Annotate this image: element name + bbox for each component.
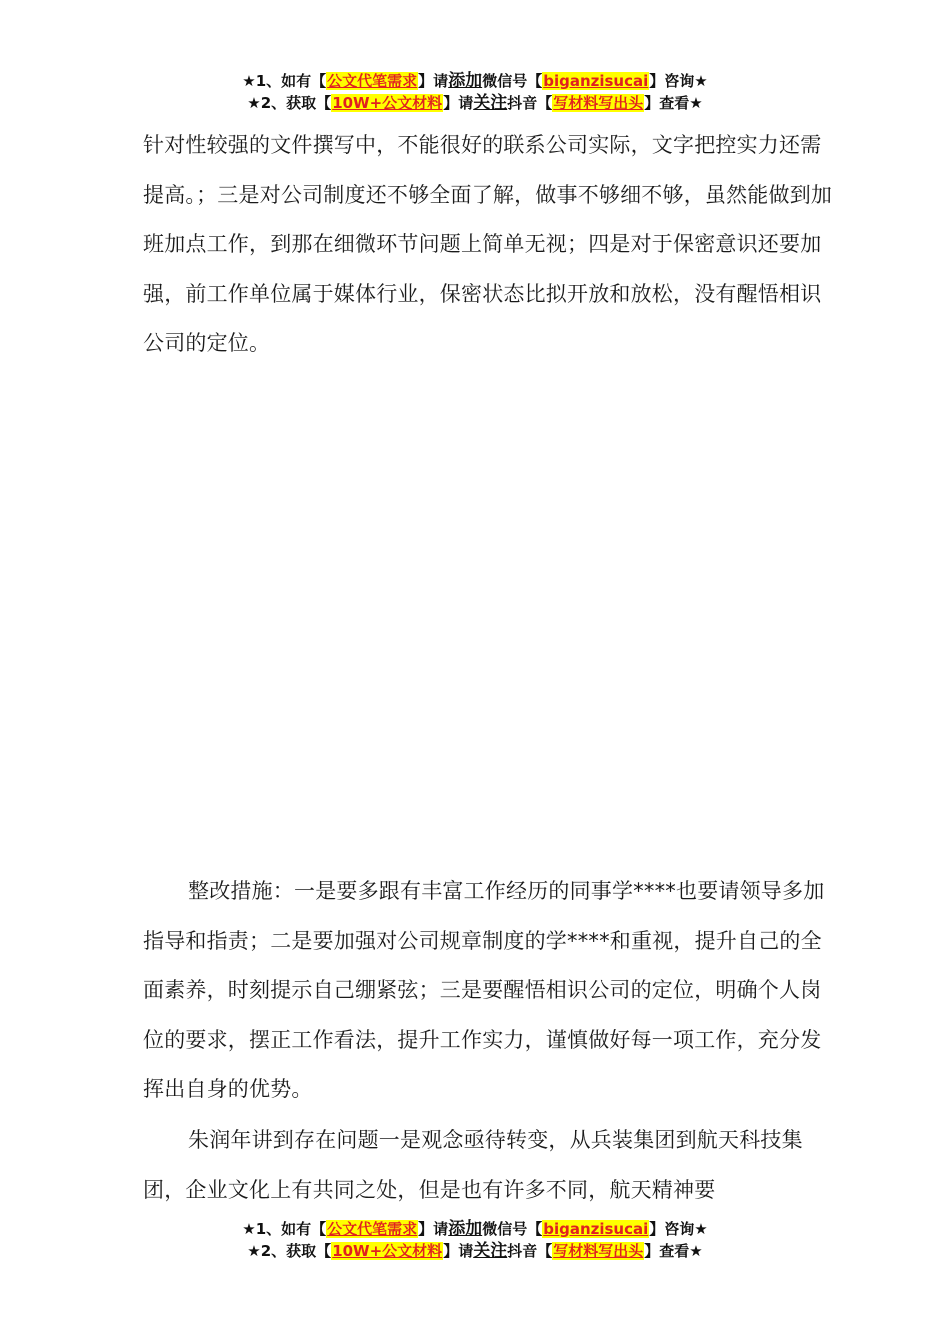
paragraph-zhu-runnian: 朱润年讲到存在问题一是观念亟待转变，从兵装集团到航天科技集团，企业文化上有共同之处，但是也有许多不同，航天精神要: [143, 1128, 803, 1202]
add-emphasis: 添加: [448, 1219, 483, 1239]
header-banner: [0, 70, 950, 114]
paragraph-problems: 针对性较强的文件撰写中，不能很好的联系公司实际，文字把控实力还需提高。；三是对公司制度还不够全面了解，做事不够细不够，虽然能做到加班加点工作，到那在细微环节问题上简单无视；四是对于保密意识还要加强，前工作单位属于媒体行业，保密状态比拟开放和放松，没有醒悟相识公司的定位。: [143, 133, 833, 355]
ghostwriting-highlight: 公文代笔需求: [327, 72, 418, 90]
footer-banner: [0, 1218, 950, 1262]
banner-line-1: ★1、如有【公文代笔需求】请添加微信号【biganzisucai】咨询★: [242, 71, 708, 91]
banner-line-1: ★1、如有【公文代笔需求】请添加微信号【biganzisucai】咨询★: [242, 1219, 708, 1239]
douyin-account-highlight: 写材料写出头: [553, 1242, 644, 1260]
ghostwriting-highlight: 公文代笔需求: [327, 1220, 418, 1238]
banner-line-2: ★2、获取【10W+公文材料】请关注抖音【写材料写出头】查看★: [247, 93, 703, 113]
follow-emphasis: 关注: [473, 93, 508, 113]
wechat-id-highlight: biganzisucai: [543, 1220, 649, 1238]
wechat-id-highlight: biganzisucai: [543, 72, 649, 90]
add-emphasis: 添加: [448, 71, 483, 91]
paragraph-rectification: 整改措施：一是要多跟有丰富工作经历的同事学****也要请领导多加指导和指责；二是要加强对公司规章制度的学****和重视，提升自己的全面素养，时刻提示自己绷紧弦；三是要醒悟相识公司的定位，明确个人岗位的要求，摆正工作看法，提升工作实力，谨慎做好每一项工作，充分发挥出自身的优势。: [143, 879, 825, 1101]
materials-highlight: 10W+公文材料: [332, 1242, 443, 1260]
materials-highlight: 10W+公文材料: [332, 94, 443, 112]
banner-line-2: ★2、获取【10W+公文材料】请关注抖音【写材料写出头】查看★: [247, 1241, 703, 1261]
follow-emphasis: 关注: [473, 1241, 508, 1261]
douyin-account-highlight: 写材料写出头: [553, 94, 644, 112]
